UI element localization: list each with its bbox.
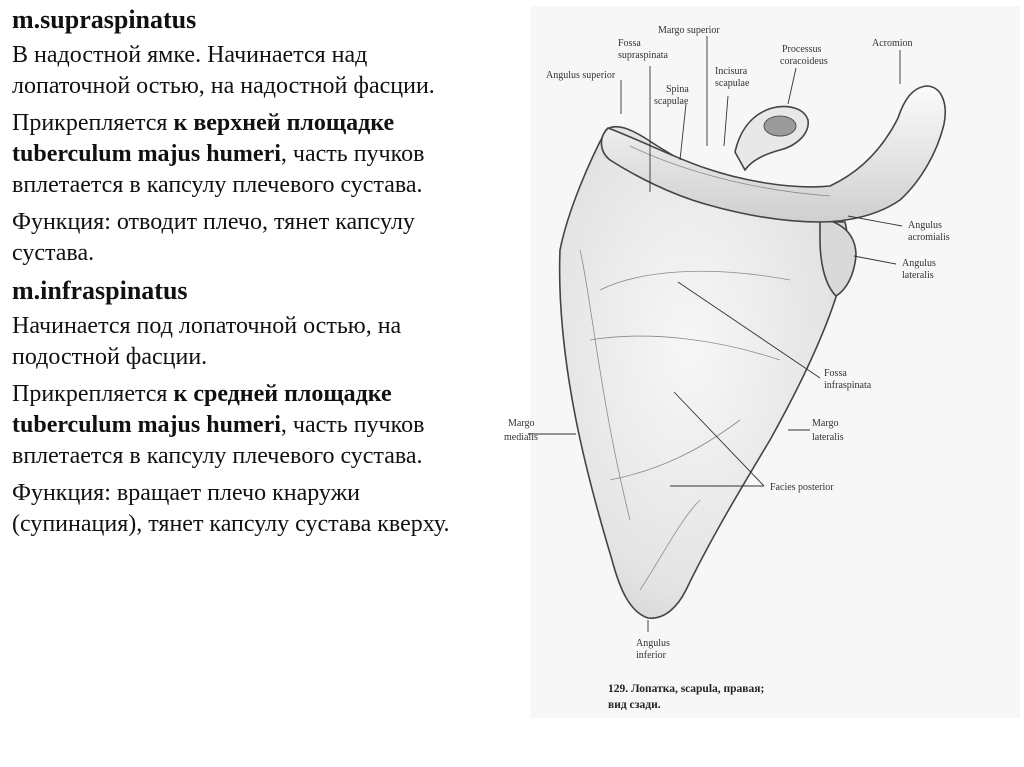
infraspinatus-insertion-tail: , часть пучков вплетается в капсулу плечевого сустава.	[12, 412, 425, 469]
infraspinatus-function: Функция: вращает плечо кнаружи (супинация), тянет капсулу сустава кверху.	[12, 480, 450, 537]
label-angulus-inferior-1: Angulus	[636, 638, 670, 649]
infraspinatus-title: m.infraspinatus	[12, 276, 188, 305]
label-margo-medialis-1: Margo	[508, 418, 535, 429]
supraspinatus-insertion-tail: , часть пучков вплетается в капсулу плечевого сустава.	[12, 141, 425, 198]
label-angulus-acromialis-1: Angulus	[908, 220, 942, 231]
label-margo-lateralis-2: lateralis	[812, 432, 844, 443]
infraspinatus-insertion	[12, 379, 472, 472]
supraspinatus-insertion-site: к верхней площадке tuberculum majus humeri	[12, 110, 395, 167]
label-acromion: Acromion	[872, 38, 913, 49]
label-angulus-superior: Angulus superior	[546, 70, 616, 81]
text-column	[12, 4, 472, 546]
label-processus-coracoideus-1: Processus	[782, 44, 822, 55]
figure-caption-line2: вид сзади.	[608, 699, 661, 711]
label-fossa-supraspinata-2: supraspinata	[618, 50, 668, 61]
scapula-illustration	[490, 0, 1024, 767]
infraspinatus-insertion-site: к средней площадке tuberculum majus humeri	[12, 381, 392, 438]
supraspinatus-origin: В надостной ямке. Начинается над лопаточной остью, на надостной фасции.	[12, 42, 435, 99]
label-fossa-supraspinata-1: Fossa	[618, 38, 641, 49]
label-fossa-infraspinata-2: infraspinata	[824, 380, 872, 391]
label-spina-scapulae-1: Spina	[666, 84, 689, 95]
label-fossa-infraspinata-1: Fossa	[824, 368, 847, 379]
supraspinatus-function: Функция: отводит плечо, тянет капсулу сустава.	[12, 209, 415, 266]
scapula-figure	[490, 0, 1024, 767]
label-angulus-inferior-2: inferior	[636, 650, 666, 661]
supraspinatus-insertion-lead: Прикрепляется	[12, 110, 174, 136]
figure-caption-line1: 129. Лопатка, scapula, правая;	[608, 683, 765, 695]
infraspinatus-insertion-lead: Прикрепляется	[12, 381, 174, 407]
label-margo-lateralis-1: Margo	[812, 418, 839, 429]
label-spina-scapulae-2: scapulae	[654, 96, 689, 107]
label-processus-coracoideus-2: coracoideus	[780, 56, 828, 67]
label-angulus-lateralis-2: lateralis	[902, 270, 934, 281]
label-facies-posterior: Facies posterior	[770, 482, 834, 493]
label-angulus-lateralis-1: Angulus	[902, 258, 936, 269]
label-incisura-scapulae-1: Incisura	[715, 66, 748, 77]
label-angulus-acromialis-2: acromialis	[908, 232, 950, 243]
label-margo-medialis-2: medialis	[504, 432, 538, 443]
coracoid-tip	[764, 116, 796, 136]
label-incisura-scapulae-2: scapulae	[715, 78, 750, 89]
infraspinatus-origin: Начинается под лопаточной остью, на подостной фасции.	[12, 313, 402, 370]
label-margo-superior: Margo superior	[658, 25, 720, 36]
supraspinatus-insertion	[12, 108, 472, 201]
supraspinatus-title: m.supraspinatus	[12, 5, 197, 34]
